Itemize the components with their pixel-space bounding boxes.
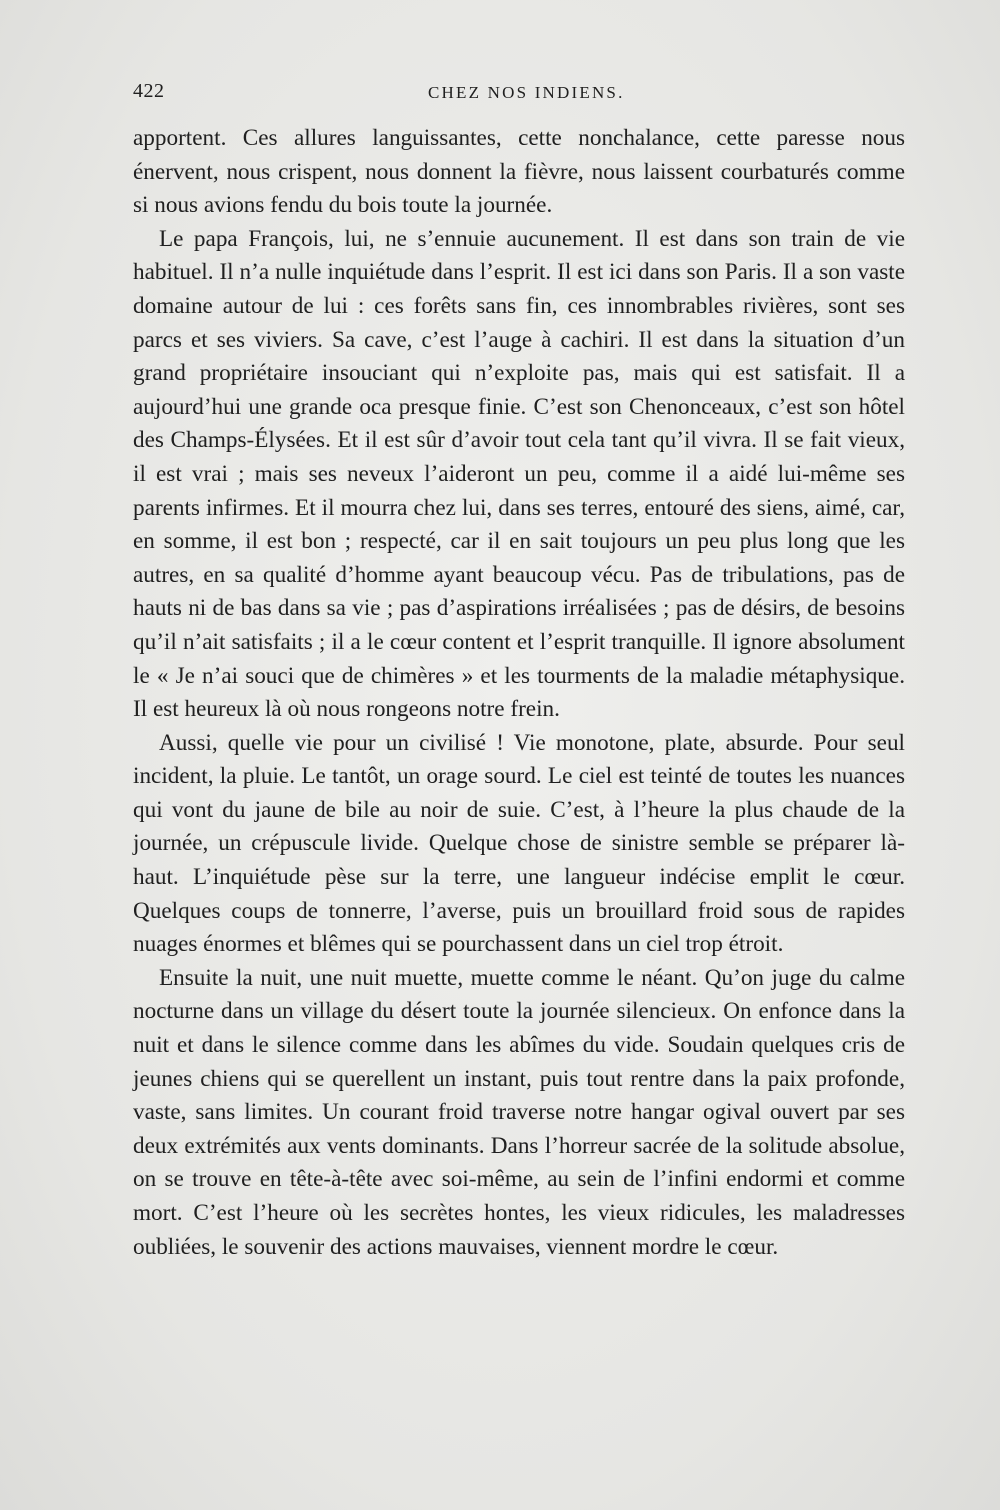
paragraph-papa-francois: Le papa François, lui, ne s’ennuie aucunement. Il est dans son train de vie habituel. Il n’a nulle inquiétude dans l’esprit. Il est ici dans son Paris. Il a son vaste domaine autour de lui : ces forêts sans fin, ces innombrables rivières, sont ses parcs et ses viviers. Sa cave, c’est l’auge à cachiri. Il est dans la situation d’un grand propriétaire insouciant qui n’exploite pas, mais qui est satisfait. Il a aujourd’hui une grande oca presque finie. C’est son Chenonceaux, c’est son hôtel des Champs-Élysées. Et il est sûr d’avoir tout cela tant qu’il vivra. Il se fait vieux, il est vrai ; mais ses neveux l’aideront un peu, comme il a aidé lui-même ses parents infirmes. Et il mourra chez lui, dans ses terres, entouré des siens, aimé, car, en somme, il est bon ; respecté, car il en sait toujours un peu plus long que les autres, en sa qualité d’homme ayant beaucoup vécu. Pas de tribulations, pas de hauts ni de bas dans sa vie ; pas d’aspirations irréalisées ; pas de désirs, de besoins qu’il n’ait satisfaits ; il a le cœur content et l’esprit tranquille. Il ignore absolument le « Je n’ai souci que de chimères » et les tourments de la maladie métaphysique. Il est heureux là où nous rongeons notre frein. (133, 225, 905, 723)
paragraph-continuation: apportent. Ces allures languissantes, cette nonchalance, cette paresse nous énervent, nous crispent, nous donnent la fièvre, nous laissent courbaturés comme si nous avions fendu du bois toute la journée. (133, 125, 905, 219)
body-text (133, 122, 905, 1264)
paragraph-vie-monotone: Aussi, quelle vie pour un civilisé ! Vie monotone, plate, absurde. Pour seul incident, la pluie. Le tantôt, un orage sourd. Le ciel est teinté de toutes les nuances qui vont du jaune de bile au noir de suie. C’est, à l’heure la plus chaude de la journée, un crépuscule livide. Quelque chose de sinistre semble se préparer là-haut. L’inquiétude pèse sur la terre, une langueur indécise emplit le cœur. Quelques coups de tonnerre, l’averse, puis un brouillard froid sous de rapides nuages énormes et blêmes qui se pourchassent dans un ciel trop étroit. (133, 729, 905, 958)
paragraph-la-nuit: Ensuite la nuit, une nuit muette, muette comme le néant. Qu’on juge du calme nocturne dans un village du désert toute la journée silencieux. On enfonce dans la nuit et dans le silence comme dans les abîmes du vide. Soudain quelques cris de jeunes chiens qui se querellent un instant, puis tout rentre dans la paix profonde, vaste, sans limites. Un courant froid traverse notre hangar ogival ouvert par ses deux extrémités aux vents dominants. Dans l’horreur sacrée de la solitude absolue, on se trouve en tête-à-tête avec soi-même, au sein de l’infini endormi et comme mort. C’est l’heure où les secrètes hontes, les vieux ridicules, les maladresses oubliées, le souvenir des actions mauvaises, viennent mordre le cœur. (133, 964, 905, 1260)
running-title: CHEZ NOS INDIENS. (428, 83, 625, 102)
page-header (133, 80, 903, 110)
page-number: 422 (133, 80, 165, 102)
